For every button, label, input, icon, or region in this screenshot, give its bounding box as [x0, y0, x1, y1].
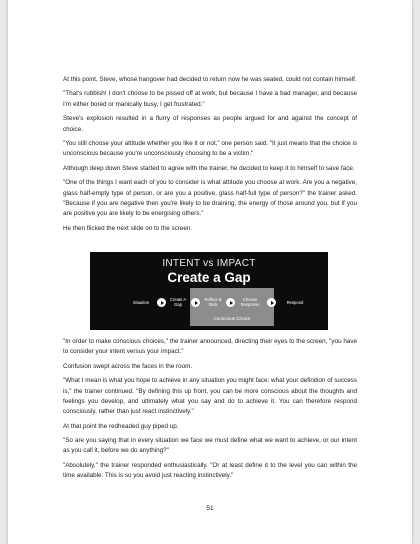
paragraph: He then flicked the next slide on to the screen. [63, 224, 193, 232]
paragraph: "That's rubbish! I don't choose to be pissed off at work, but because I have a bad manager, and because I'm either bored or manically busy, I get frustrated." [63, 90, 357, 108]
paragraph: "In order to make conscious choices," the trainer announced, directing their eyes to the screen, "you have to consider your intent versus your impact." [63, 338, 357, 356]
slide-title: INTENT vs IMPACT [162, 258, 256, 269]
paragraph: Confusion swept across the faces in the room. [63, 362, 193, 370]
create-gap-label: Create A Gap [169, 297, 187, 307]
slide-intent-vs-impact [90, 252, 328, 330]
respond-label: Respond [286, 300, 304, 305]
arrow-icon [226, 298, 235, 307]
situation-label: Situation [132, 300, 150, 305]
paragraph: "Absolutely," the trainer responded enthusiastically. "Or at least define it to the level you can within the time available. This is so you avoid just reacting instinctively." [63, 461, 357, 480]
reflect-think-label: Reflect & think [204, 297, 222, 307]
conscious-choice-label: Conscious Choice [213, 316, 251, 321]
arrow-icon [191, 298, 200, 307]
page-number: 51 [206, 505, 214, 512]
body-text-bottom [63, 337, 357, 486]
arrow-icon [267, 298, 276, 307]
paragraph: "So are you saying that in every situation we face we must define what we want to achieve, or our intent as you call it, before we do anything?" [63, 437, 357, 455]
paragraph: At this point, Steve, whose hangover had decided to return now he was seated, could not contain himself. [63, 76, 357, 83]
paragraph: At that point the redheaded guy piped up. [63, 422, 179, 430]
book-page [8, 0, 412, 544]
paragraph: "What I mean is what you hope to achieve in any situation you might face; what your definition of success is," the trainer continued. "By defining this up front, you can be more conscious about the thoughts and feelings you develop, and ultimately what you say and do to achieve it. You can therefore respond consciously, rather than just react instinctively." [63, 377, 357, 416]
paragraph: "You still choose your attitude whether you like it or not," one person said. "It just means that the choice is unconscious because you're unconsciously choosing to be a victim." [63, 140, 357, 158]
paragraph: "One of the things I want each of you to consider is what attitude you choose at work. Are you a negative, glass half-empty type of person, or are you a positive, glass half-full type of person?" the trainer asked. "Because if you are negative then you're likely to be draining, the energy of those around you, but if you are positive you are likely to be energising others." [63, 179, 357, 218]
paragraph: Steve's explosion resulted in a flurry of responses as people argued for and against the concept of choice. [63, 115, 357, 133]
arrow-icon [157, 298, 166, 307]
slide-subtitle: Create a Gap [167, 270, 251, 285]
body-text-top [63, 75, 357, 238]
paragraph: Although deep down Steve started to agree with the trainer, he decided to keep it to himself to save face. [63, 164, 355, 172]
choose-response-label: Choose Response [240, 297, 260, 307]
